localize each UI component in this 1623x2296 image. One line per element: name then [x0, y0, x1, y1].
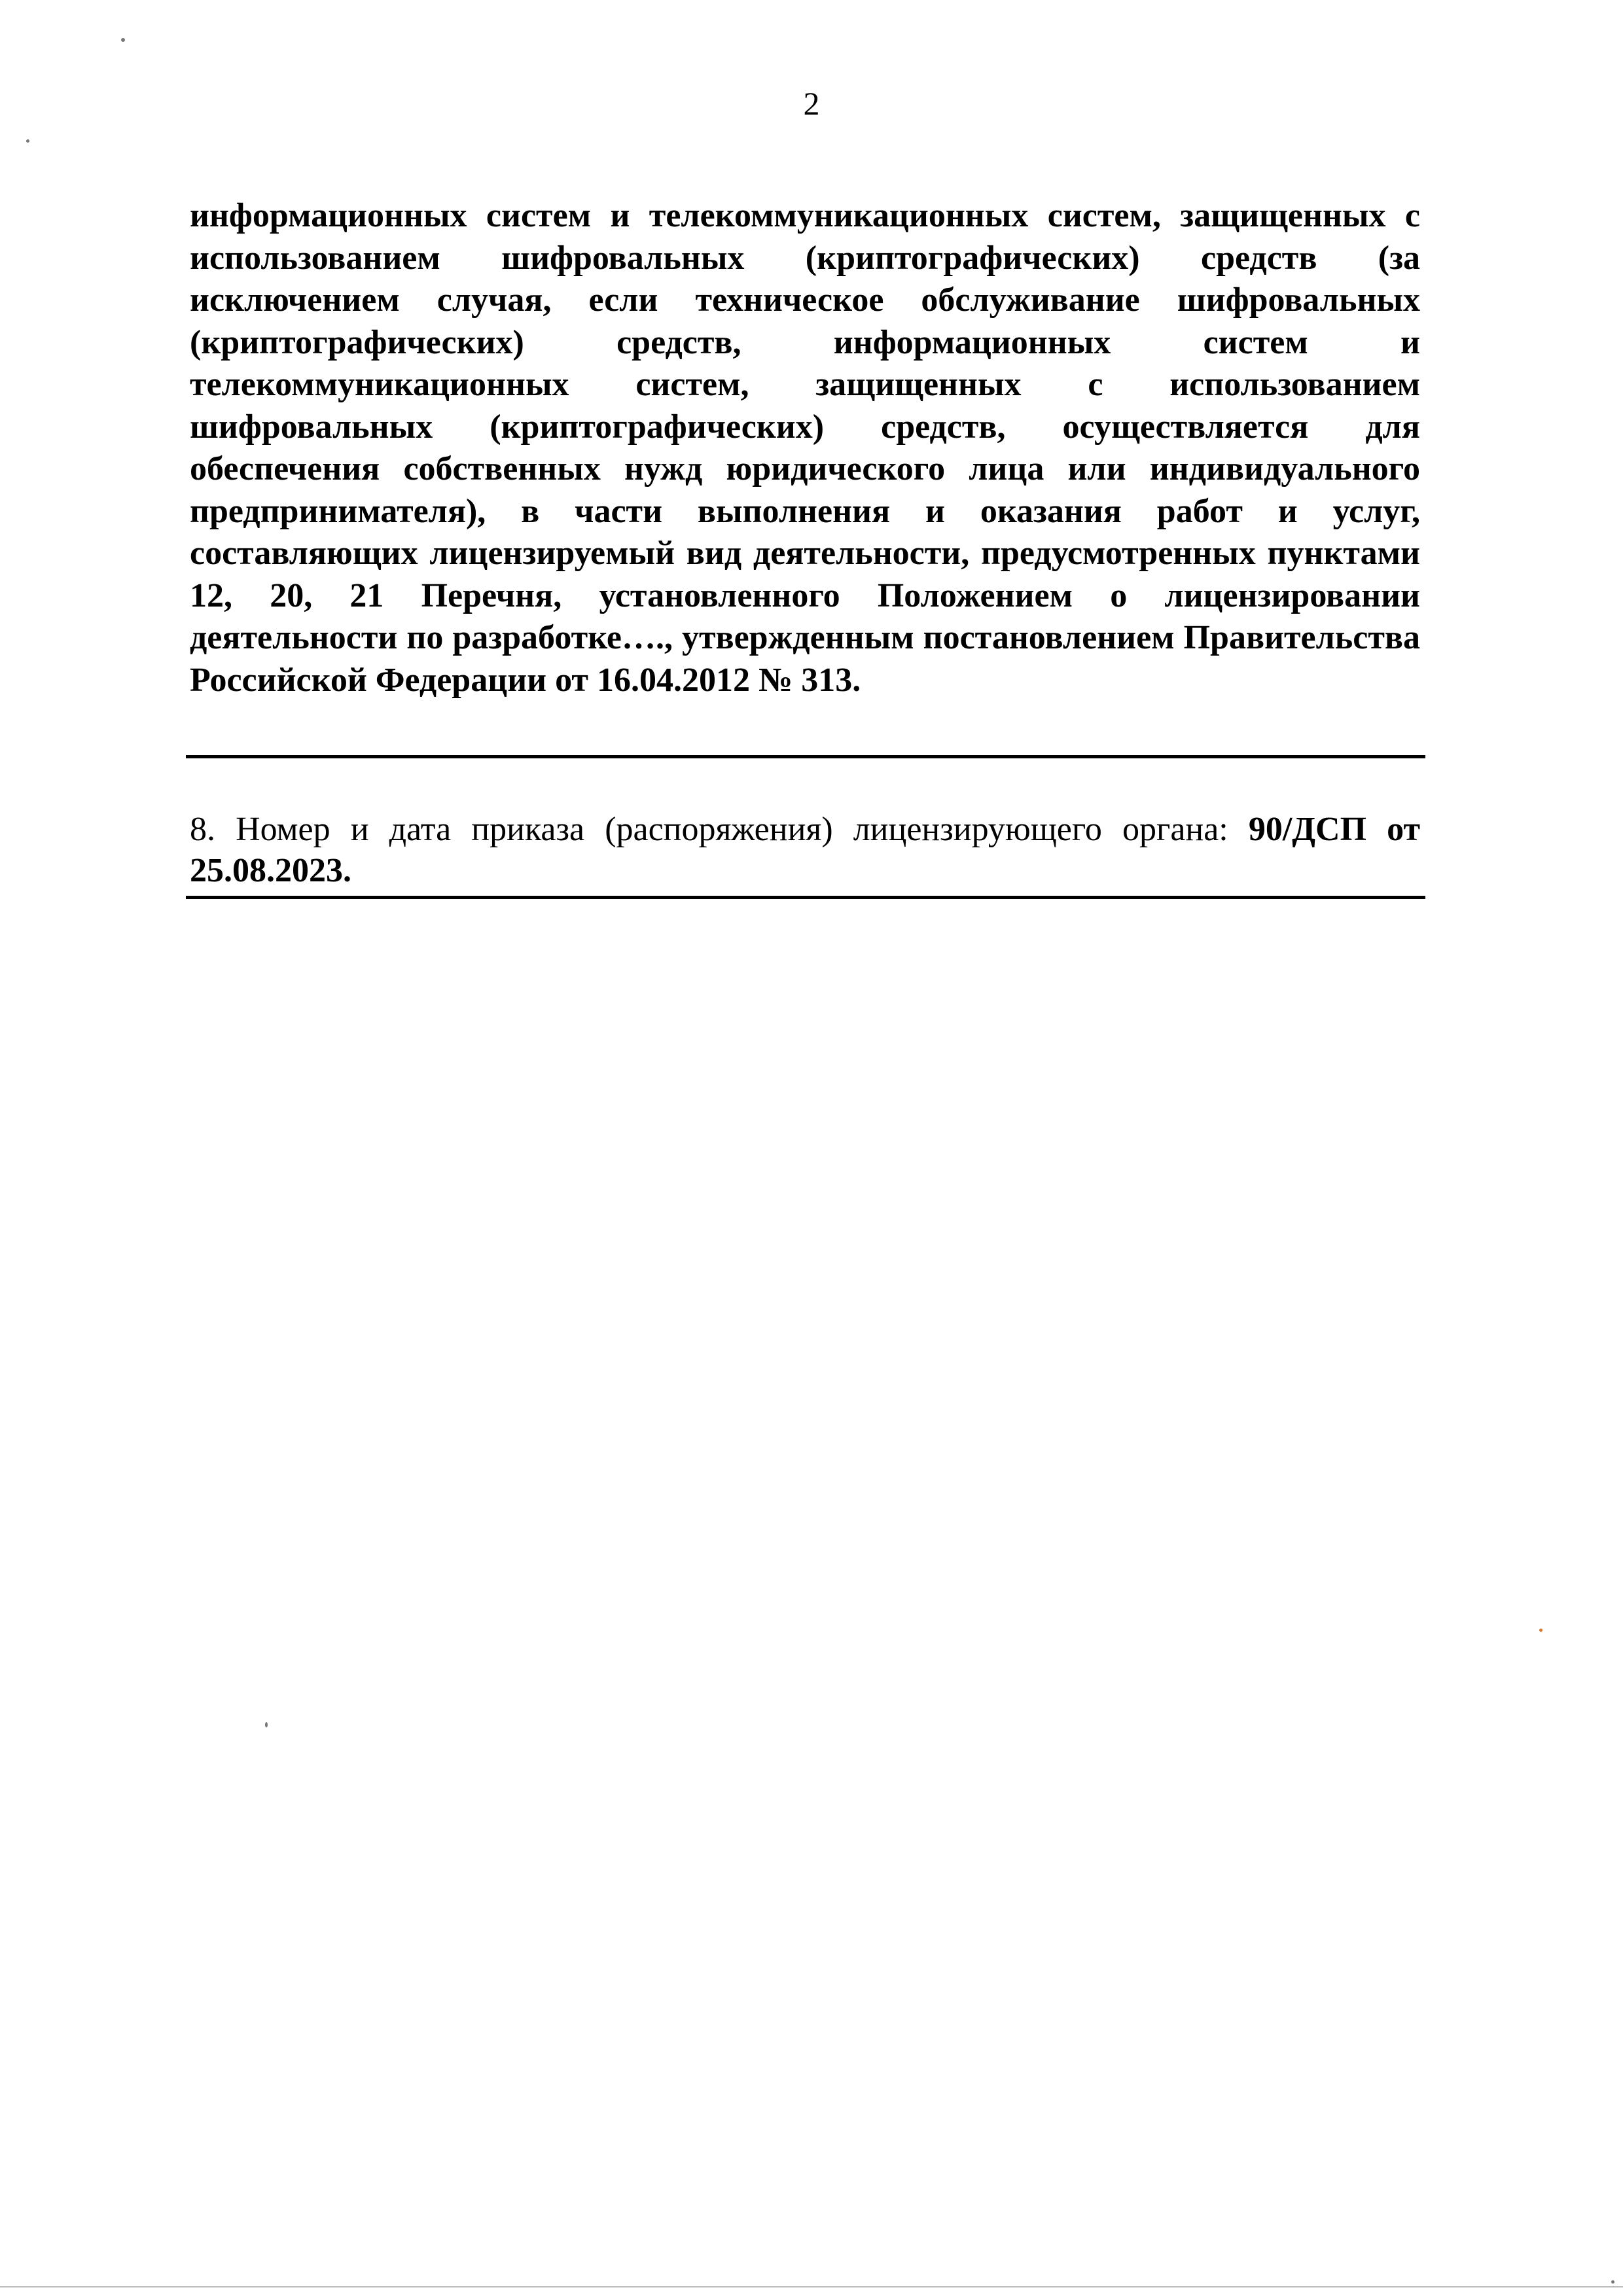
scan-speck	[265, 1722, 268, 1727]
order-number-value: 90/ДСП от 25.08.2023.	[190, 811, 1420, 889]
license-scope-paragraph	[190, 195, 1420, 701]
page-bottom-edge	[0, 2286, 1623, 2287]
page-number: 2	[803, 85, 820, 122]
scan-speck	[1539, 1629, 1543, 1632]
underline-rule	[186, 755, 1425, 758]
underline-rule	[186, 896, 1425, 899]
order-number-label: 8. Номер и дата приказа (распоряжения) лицензирующего органа:	[190, 811, 1249, 848]
license-scope-text: информационных систем и телекоммуникационных систем, защищенных с использованием шифровальных (криптографических) средств (за исключением случая, если техническое обслуживание шифровальных (криптографических) средств, информационных систем и телекоммуникационных систем, защищенных с использованием шифровальных (криптографических) средств, осуществляется для обеспечения собственных нужд юридического лица или индивидуального предпринимателя), в части выполнения и оказания работ и услуг, составляющих лицензируемый вид деятельности, предусмотренных пунктами 12, 20, 21 Перечня, установленного Положением о лицензировании деятельности по разработке…., утвержденным постановлением Правительства Российской Федерации от 16.04.2012 № 313.	[190, 197, 1420, 699]
scan-speck	[1611, 2280, 1614, 2284]
order-number-paragraph	[190, 809, 1420, 891]
scan-speck	[26, 139, 29, 143]
scan-speck	[121, 38, 125, 42]
